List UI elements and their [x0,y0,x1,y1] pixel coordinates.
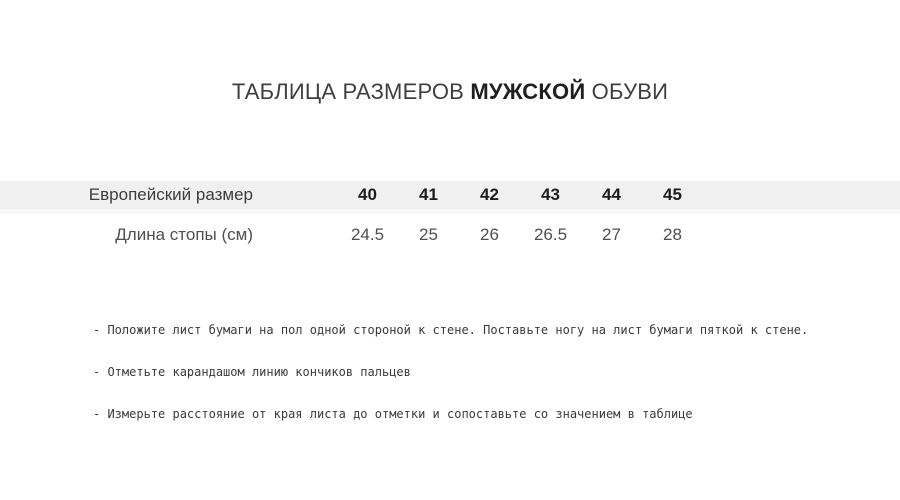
size-header-cell: 44 [602,185,621,204]
size-header-cell: 43 [541,185,560,204]
page-title-prefix: ТАБЛИЦА РАЗМЕРОВ [231,79,471,104]
page-title [0,80,900,104]
measurement-instructions [93,322,808,448]
foot-length-cell: 28 [663,225,682,244]
page-title-suffix: ОБУВИ [585,79,669,104]
size-table-header-row [0,181,900,214]
size-header-cell: 45 [663,185,682,204]
foot-length-cell: 24.5 [350,225,385,244]
page-title-gender-highlight: МУЖСКОЙ [470,79,586,104]
size-header-cell: 42 [480,185,499,204]
foot-length-cell: 26.5 [533,225,568,244]
data-row-values [337,225,703,245]
size-header-cell: 41 [419,185,438,204]
instruction-item: - Положите лист бумаги на пол одной стороной к стене. Поставьте ногу на лист бумаги пяткой к стене. [93,323,809,337]
instruction-item: - Отметьте карандашом линию кончиков пальцев [93,365,411,379]
size-table-data-row [0,214,900,256]
header-row-values [337,185,703,205]
foot-length-cell: 25 [419,225,438,244]
header-row-label: Европейский размер [88,185,253,204]
size-table [0,181,900,256]
data-row-label: Длина стопы (см) [115,225,253,244]
size-header-cell: 40 [358,185,377,204]
foot-length-cell: 26 [480,225,499,244]
foot-length-cell: 27 [602,225,621,244]
instruction-item: - Измерьте расстояние от края листа до отметки и сопоставьте со значением в таблице [93,407,693,421]
